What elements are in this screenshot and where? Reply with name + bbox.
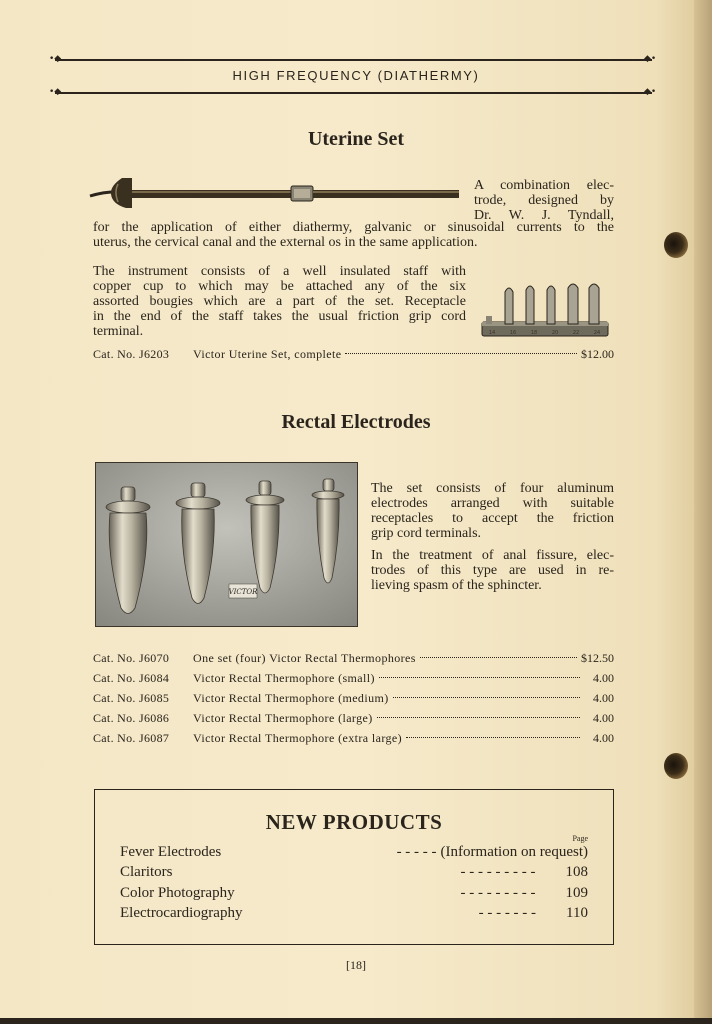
catalog-price: 4.00 — [593, 711, 614, 725]
uterine-desc-line: assorted bougies which are a part of the set. Receptacle — [93, 294, 466, 309]
new-product-page: 110 — [566, 905, 588, 921]
rectal-electrodes-title: Rectal Electrodes — [281, 411, 431, 433]
catalog-description: Victor Rectal Thermophore (large) — [193, 711, 373, 725]
catalog-description: One set (four) Victor Rectal Thermophores — [193, 651, 416, 665]
new-product-page: 109 — [565, 885, 588, 901]
rule-ornament-icon: ◆• — [644, 87, 657, 97]
catalog-number: Cat. No. J6203 — [93, 347, 170, 361]
bougie-label: 18 — [530, 330, 538, 336]
uterine-intro-line: Dr. W. J. Tyndall, — [474, 208, 614, 223]
catalog-price: $12.50 — [581, 651, 614, 665]
rectal-desc-line: In the treatment of anal fissure, elec- — [371, 548, 614, 563]
catalog-description: Victor Rectal Thermophore (small) — [193, 671, 375, 685]
bougie-set-illustration — [478, 282, 612, 340]
uterine-electrode-illustration — [88, 170, 460, 216]
leader-dots — [377, 716, 580, 718]
catalog-price: $12.00 — [581, 347, 614, 361]
rectal-desc-line: electrodes arranged with suitable — [371, 496, 614, 511]
dash-leader: - - - - - - - — [478, 905, 537, 921]
rule-ornament-icon: •◆ — [49, 87, 62, 97]
rule-ornament-icon: •◆ — [49, 54, 62, 64]
rule-ornament-icon: ◆• — [644, 54, 657, 64]
page-number: [18] — [346, 958, 366, 972]
new-product-page: (Information on request) — [440, 844, 588, 860]
catalog-price: 4.00 — [593, 671, 614, 685]
bougie-label: 16 — [509, 330, 517, 336]
bougie-label: 22 — [572, 330, 580, 336]
uterine-body-line: for the application of either diathermy, galvanic or sinusoidal currents to the — [93, 220, 614, 235]
leader-dots — [345, 352, 577, 354]
uterine-body-line: uterus, the cervical canal and the external os in the same application. — [93, 235, 478, 250]
catalog-number: Cat. No. J6085 — [93, 691, 170, 705]
bougie-label: 14 — [488, 330, 496, 336]
catalog-row-uterine — [93, 345, 614, 363]
page-bottom-edge — [0, 1018, 712, 1024]
rectal-electrodes-photo — [95, 462, 358, 627]
uterine-desc-line: The instrument consists of a well insulated staff with — [93, 264, 466, 279]
new-product-row — [120, 883, 588, 904]
uterine-intro-line: trode, designed by — [474, 193, 614, 208]
top-rule — [55, 59, 652, 61]
binder-hole — [664, 753, 688, 779]
binder-hole — [664, 232, 688, 258]
new-product-label: Color Photography — [120, 885, 235, 901]
rectal-desc-line: lieving spasm of the sphincter. — [371, 578, 542, 593]
new-product-row — [120, 842, 588, 863]
new-product-label: Electrocardiography — [120, 905, 243, 921]
catalog-row-rectal — [93, 729, 614, 747]
catalog-price: 4.00 — [593, 691, 614, 705]
bougie-label: 20 — [551, 330, 559, 336]
catalog-number: Cat. No. J6070 — [93, 651, 170, 665]
catalog-price: 4.00 — [593, 731, 614, 745]
catalog-row-rectal — [93, 689, 614, 707]
rectal-desc-line: trodes of this type are used in re- — [371, 563, 614, 578]
rectal-desc-line: receptacles to accept the friction — [371, 511, 614, 526]
leader-dots — [393, 696, 580, 698]
catalog-row-rectal — [93, 649, 614, 667]
catalog-description: Victor Uterine Set, complete — [193, 347, 342, 361]
catalog-number: Cat. No. J6086 — [93, 711, 170, 725]
header-rule — [55, 92, 652, 94]
rectal-desc-line: The set consists of four aluminum — [371, 481, 614, 496]
uterine-desc-line: terminal. — [93, 324, 144, 339]
new-products-box — [94, 789, 614, 945]
catalog-number: Cat. No. J6084 — [93, 671, 170, 685]
uterine-set-title: Uterine Set — [307, 128, 405, 150]
leader-dots — [420, 656, 577, 658]
new-product-label: Claritors — [120, 864, 173, 880]
uterine-intro-line: A combination elec- — [474, 178, 614, 193]
catalog-row-rectal — [93, 709, 614, 727]
catalog-description: Victor Rectal Thermophore (medium) — [193, 691, 389, 705]
new-products-title: NEW PRODUCTS — [265, 810, 443, 834]
uterine-desc-line: copper cup to which may be attached any of the six — [93, 279, 466, 294]
catalog-description: Victor Rectal Thermophore (extra large) — [193, 731, 403, 745]
leader-dots — [379, 676, 580, 678]
dash-leader: - - - - - — [396, 844, 437, 860]
page-column-header: Page — [572, 834, 588, 843]
dash-leader: - - - - - - - - - — [460, 885, 536, 901]
page-edge-shadow — [694, 0, 712, 1024]
new-product-page: 108 — [565, 864, 588, 880]
catalog-number: Cat. No. J6087 — [93, 731, 170, 745]
rectal-desc-line: grip cord terminals. — [371, 526, 482, 541]
dash-leader: - - - - - - - - - — [460, 864, 536, 880]
new-product-label: Fever Electrodes — [120, 844, 222, 860]
victor-logo: VICTOR — [228, 588, 258, 596]
new-product-row — [120, 903, 588, 924]
page-header: HIGH FREQUENCY (DIATHERMY) — [232, 68, 480, 83]
catalog-row-rectal — [93, 669, 614, 687]
leader-dots — [406, 736, 580, 738]
uterine-desc-line: in the end of the staff takes the usual friction grip cord — [93, 309, 466, 324]
new-product-row — [120, 862, 588, 883]
bougie-label: 24 — [593, 330, 601, 336]
